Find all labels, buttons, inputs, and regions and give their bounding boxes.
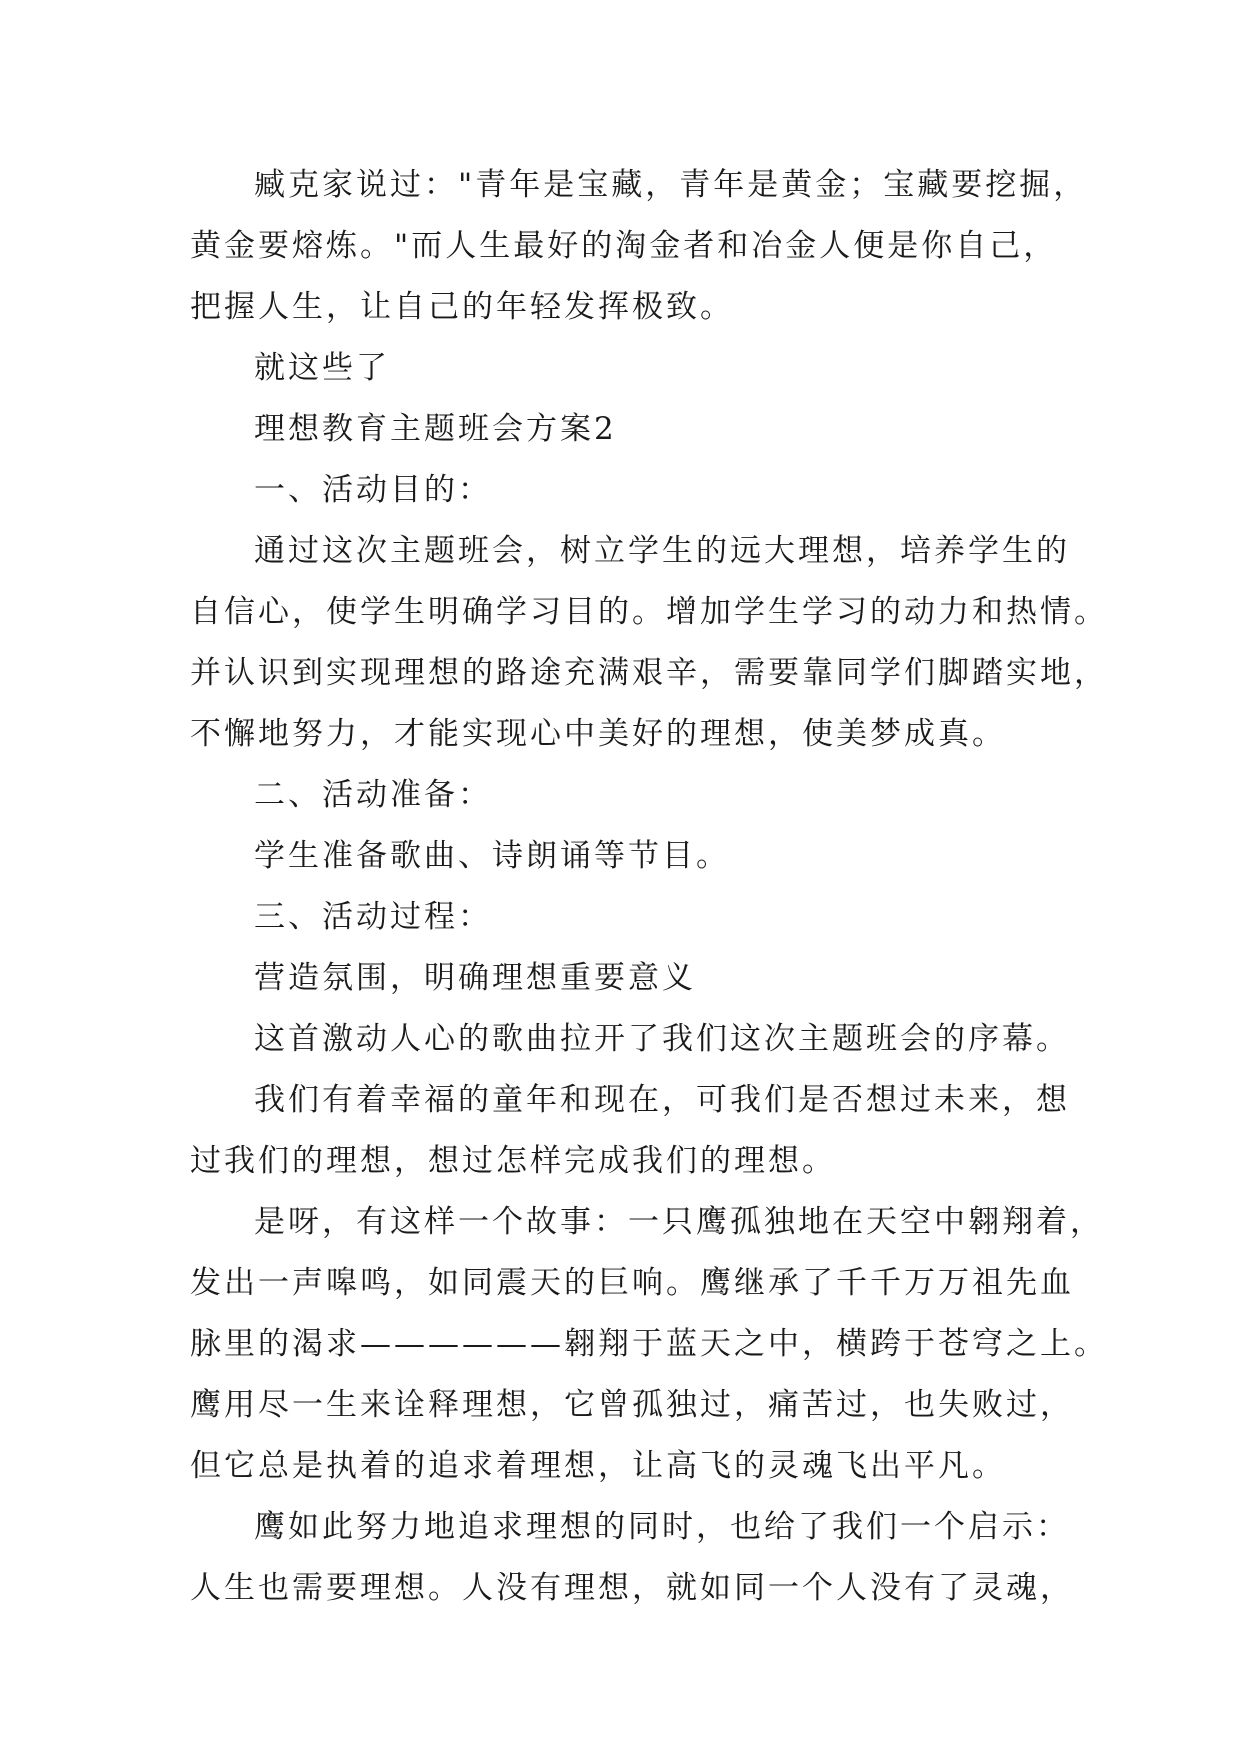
text-line: 自信心，使学生明确学习目的。增加学生学习的动力和热情。 [190, 594, 1108, 630]
text-line: 过我们的理想，想过怎样完成我们的理想。 [190, 1143, 836, 1179]
text-line: 不懈地努力，才能实现心中美好的理想，使美梦成真。 [190, 716, 1006, 752]
text-line: 学生准备歌曲、诗朗诵等节目。 [254, 838, 730, 874]
section-heading: 二、活动准备： [254, 777, 492, 813]
text-line: 通过这次主题班会，树立学生的远大理想，培养学生的 [254, 533, 1070, 569]
text-line: 这首激动人心的歌曲拉开了我们这次主题班会的序幕。 [254, 1021, 1070, 1057]
section-title: 理想教育主题班会方案2 [254, 411, 617, 447]
text-line: 我们有着幸福的童年和现在，可我们是否想过未来，想 [254, 1082, 1070, 1118]
text-line: 臧克家说过："青年是宝藏，青年是黄金；宝藏要挖掘， [254, 167, 1088, 203]
text-line: 并认识到实现理想的路途充满艰辛，需要靠同学们脚踏实地， [190, 655, 1108, 691]
section-heading: 一、活动目的： [254, 472, 492, 508]
text-line: 把握人生，让自己的年轻发挥极致。 [190, 289, 734, 325]
text-line: 鹰用尽一生来诠释理想，它曾孤独过，痛苦过，也失败过， [190, 1387, 1074, 1423]
section-heading: 三、活动过程： [254, 899, 492, 935]
text-line: 鹰如此努力地追求理想的同时，也给了我们一个启示： [254, 1509, 1070, 1545]
text-line: 是呀，有这样一个故事：一只鹰孤独地在天空中翱翔着， [254, 1204, 1104, 1240]
text-line: 脉里的渴求——————翱翔于蓝天之中，横跨于苍穹之上。 [190, 1326, 1108, 1362]
text-line: 就这些了 [254, 350, 390, 386]
text-line: 营造氛围，明确理想重要意义 [254, 960, 696, 996]
text-line: 黄金要熔炼。"而人生最好的淘金者和冶金人便是你自己， [190, 228, 1058, 264]
text-line: 但它总是执着的追求着理想，让高飞的灵魂飞出平凡。 [190, 1448, 1006, 1484]
text-line: 发出一声嗥鸣，如同震天的巨响。鹰继承了千千万万祖先血 [190, 1265, 1074, 1301]
document-body [190, 155, 1108, 1619]
text-line: 人生也需要理想。人没有理想，就如同一个人没有了灵魂， [190, 1570, 1074, 1606]
